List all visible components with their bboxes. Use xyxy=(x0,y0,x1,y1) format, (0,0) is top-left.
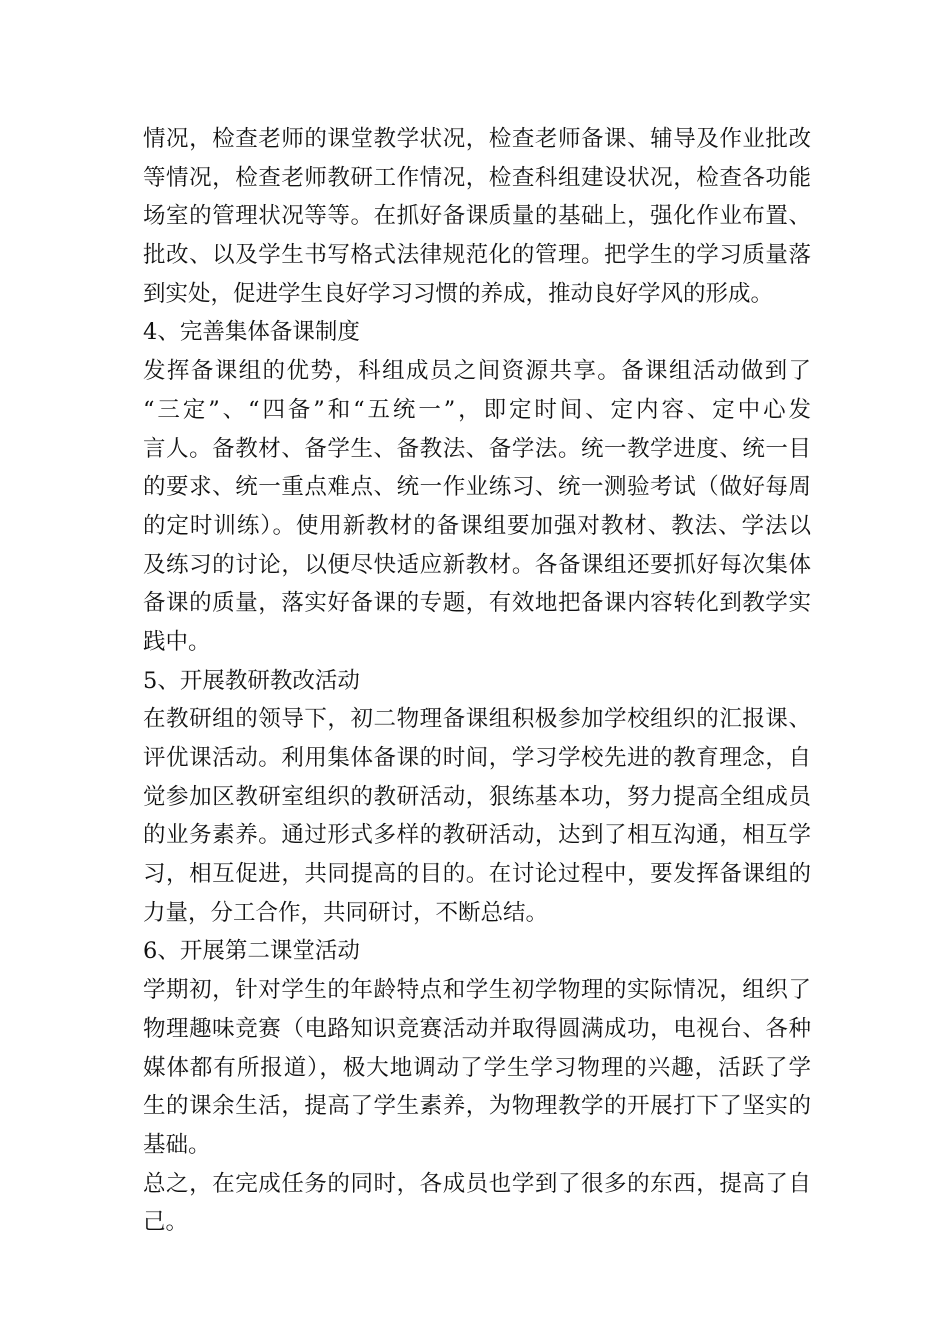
text-line: 评优课活动。利用集体备课的时间，学习学校先进的教育理念，自 xyxy=(143,745,811,771)
section-heading: 4、完善集体备课制度 xyxy=(143,319,360,346)
text-line: 学期初，针对学生的年龄特点和学生初学物理的实际情况，组织了 xyxy=(143,977,811,1004)
text-line: “三定”、“四备”和“五统一”，即定时间、定内容、定中心发 xyxy=(143,396,811,423)
text-line: 场室的管理状况等等。在抓好备课质量的基础上，强化作业布置、 xyxy=(143,203,811,230)
text-line: 批改、以及学生书写格式法律规范化的管理。把学生的学习质量落 xyxy=(143,242,811,269)
text-line: 及练习的讨论，以便尽快适应新教材。各备课组还要抓好每次集体 xyxy=(143,551,811,578)
text-line: 发挥备课组的优势，科组成员之间资源共享。备课组活动做到了 xyxy=(143,358,811,385)
text-line: 物理趣味竞赛（电路知识竞赛活动并取得圆满成功，电视台、各种 xyxy=(143,1015,811,1042)
text-line: 在教研组的领导下，初二物理备课组积极参加学校组织的汇报课、 xyxy=(143,706,811,733)
section-heading: 6、开展第二课堂活动 xyxy=(143,938,360,965)
document-page xyxy=(143,120,811,1242)
section-heading: 5、开展教研教改活动 xyxy=(143,667,360,694)
text-line: 基础。 xyxy=(143,1131,211,1158)
text-line: 备课的质量，落实好备课的专题，有效地把备课内容转化到教学实 xyxy=(143,590,811,617)
text-line: 生的课余生活，提高了学生素养，为物理教学的开展打下了坚实的 xyxy=(143,1093,811,1120)
text-line: 情况，检查老师的课堂教学状况，检查老师备课、辅导及作业批改 xyxy=(143,126,811,152)
text-line: 觉参加区教研室组织的教研活动，狠练基本功，努力提高全组成员 xyxy=(143,783,811,810)
text-line: 力量，分工合作，共同研讨，不断总结。 xyxy=(143,899,549,926)
text-line: 媒体都有所报道），极大地调动了学生学习物理的兴趣，活跃了学 xyxy=(143,1054,811,1081)
text-line: 的要求、统一重点难点、统一作业练习、统一测验考试（做好每周 xyxy=(143,474,811,501)
text-line: 己。 xyxy=(143,1209,189,1236)
text-line: 言人。备教材、备学生、备教法、备学法。统一教学进度、统一目 xyxy=(143,435,811,462)
text-line: 总之，在完成任务的同时，各成员也学到了很多的东西，提高了自 xyxy=(143,1170,811,1197)
text-line: 的定时训练）。使用新教材的备课组要加强对教材、教法、学法以 xyxy=(143,512,811,539)
text-line: 的业务素养。通过形式多样的教研活动，达到了相互沟通，相互学 xyxy=(143,822,811,849)
text-line: 习，相互促进，共同提高的目的。在讨论过程中，要发挥备课组的 xyxy=(143,861,811,888)
text-line: 等情况，检查老师教研工作情况，检查科组建设状况，检查各功能 xyxy=(143,164,811,191)
text-line: 到实处，促进学生良好学习习惯的养成，推动良好学风的形成。 xyxy=(143,280,774,307)
document-body xyxy=(143,120,811,1242)
text-line: 践中。 xyxy=(143,628,211,655)
